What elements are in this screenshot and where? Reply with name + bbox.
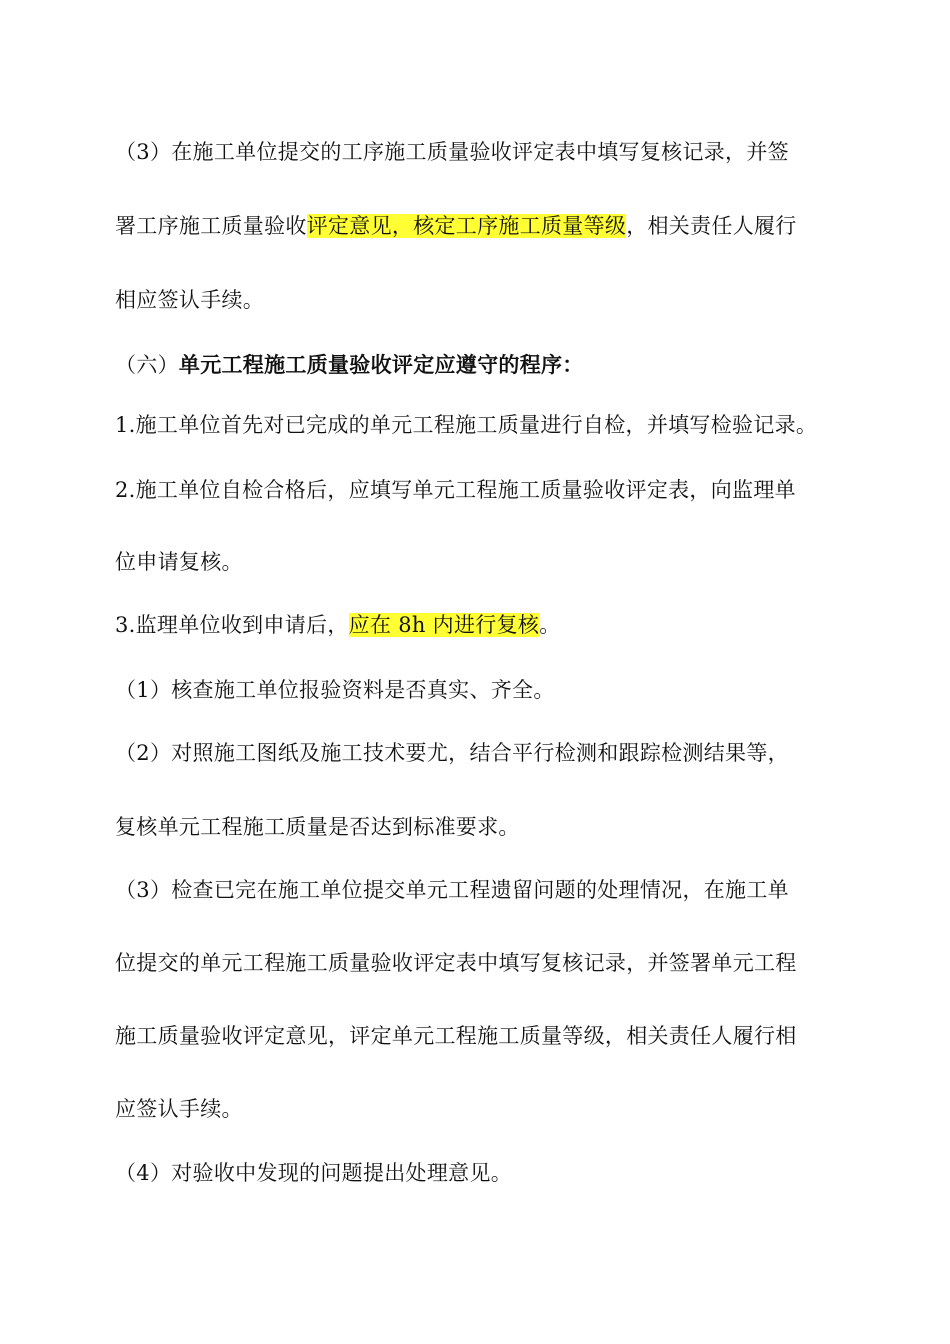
text: 3.监理单位收到申请后， [115,613,349,637]
sub-item-4: （4）对验收中发现的问题提出处理意见。 [115,1161,513,1185]
sub-item-1: （1）核查施工单位报验资料是否真实、齐全。 [115,678,555,702]
paragraph-3-line-3: 相应签认手续。 [115,288,265,312]
highlighted-text: 评定意见，核定工序施工质量等级 [306,214,627,238]
heading-text: 单元工程施工质量验收评定应遵守的程序： [178,353,584,377]
text: 。 [539,613,561,637]
heading-prefix: （六） [115,353,179,377]
sub-item-3-line-1: （3）检查已完在施工单位提交单元工程遗留问题的处理情况，在施工单 [115,878,789,902]
list-item-2-line-2: 位申请复核。 [115,550,243,574]
sub-item-3-line-4: 应签认手续。 [115,1097,243,1121]
text: 署工序施工质量验收 [115,214,307,238]
list-item-2-line-1: 2.施工单位自检合格后，应填写单元工程施工质量验收评定表，向监理单 [115,478,796,502]
highlighted-text: 应在 8h 内进行复核 [348,613,540,637]
section-heading [115,350,584,380]
list-item-3 [115,610,561,640]
sub-item-3-line-3: 施工质量验收评定意见，评定单元工程施工质量等级，相关责任人履行相 [115,1024,797,1048]
text: ，相关责任人履行 [626,214,797,238]
sub-item-2-line-1: （2）对照施工图纸及施工技术要尤，结合平行检测和跟踪检测结果等， [115,741,789,765]
paragraph-3-line-1: （3）在施工单位提交的工序施工质量验收评定表中填写复核记录，并签 [115,140,789,164]
paragraph-3-line-2 [115,211,797,241]
sub-item-3-line-2: 位提交的单元工程施工质量验收评定表中填写复核记录，并签署单元工程 [115,951,797,975]
list-item-1: 1.施工单位首先对已完成的单元工程施工质量进行自检，并填写检验记录。 [115,413,818,437]
sub-item-2-line-2: 复核单元工程施工质量是否达到标准要求。 [115,815,520,839]
